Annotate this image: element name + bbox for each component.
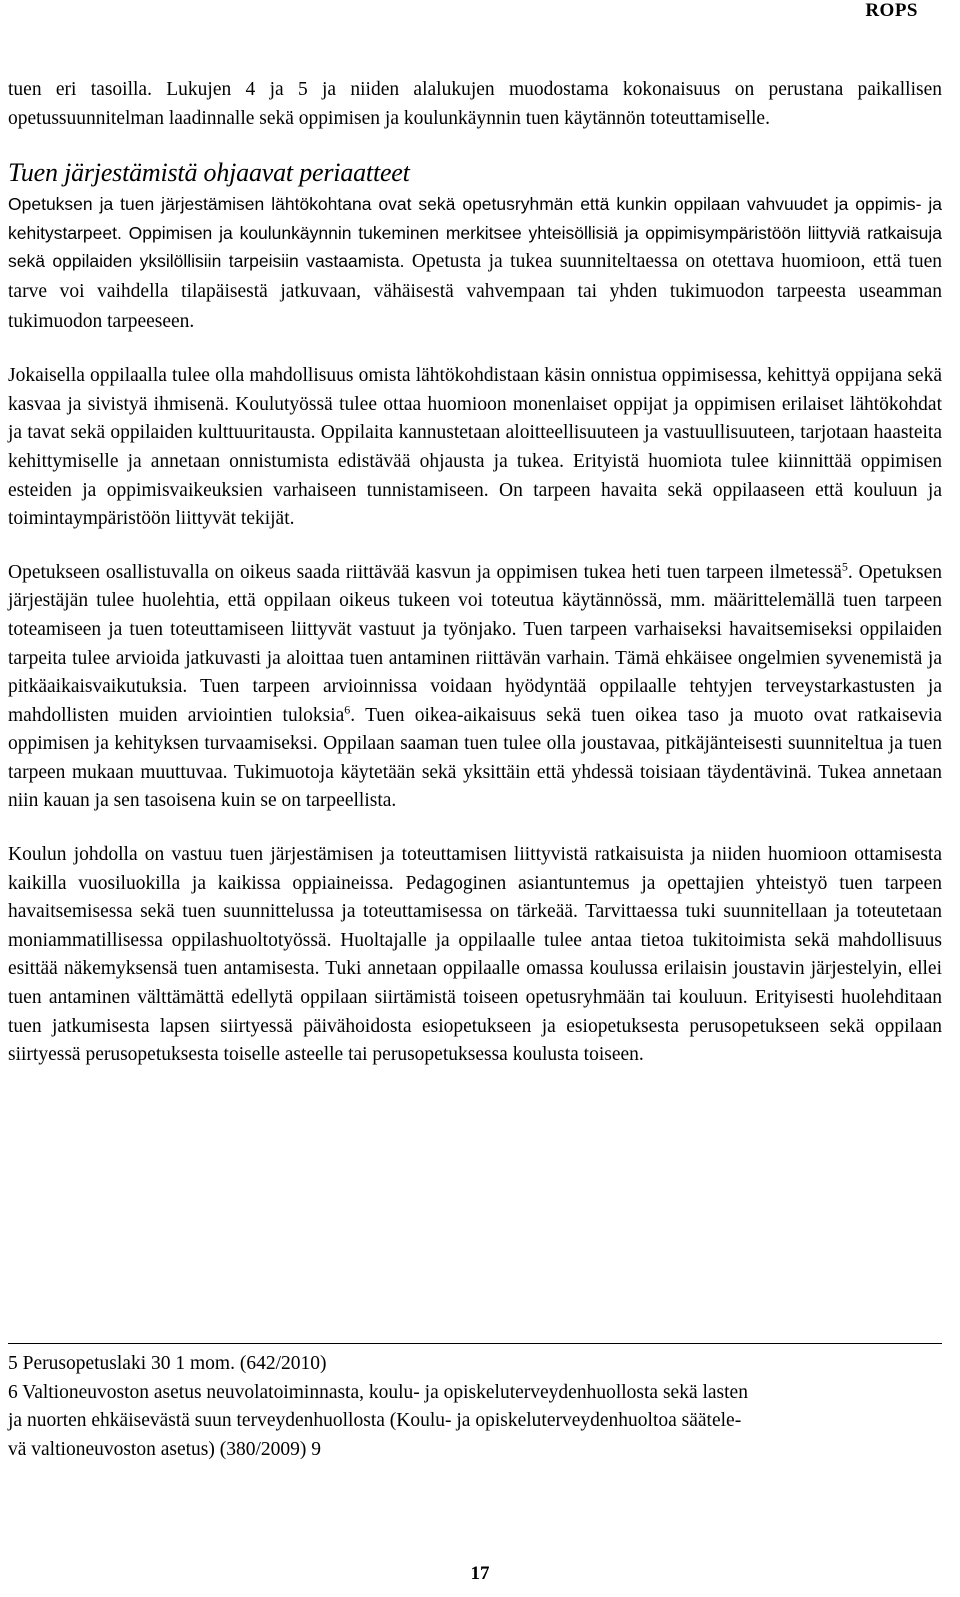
paragraph-principles-part-b: Opetusta ja tukea suunniteltaessa on otettava huomioon, että tuen tarve voi vaihdella tilapäisestä jatkuvaan, vähäisestä vahvempaan tai yhden tukimuodon tarpeesta useamman tukimuodon tarpeeseen. <box>8 251 942 332</box>
paragraph-right-to-support <box>8 559 942 816</box>
footnote-6-line-1: 6 Valtioneuvoston asetus neuvolatoiminnasta, koulu- ja opiskeluterveydenhuollosta sekä lasten <box>8 1381 748 1403</box>
page-body <box>8 76 942 1095</box>
paragraph-principles-part-a: Opetuksen ja tuen järjestämisen lähtökohtana ovat sekä opetusryhmän että kunkin oppilaan vahvuudet ja oppimis- ja kehitystarpeet. Oppimisen ja koulunkäynnin tukeminen merkitsee yhteisöllisiä ja oppimisympäristöön liittyviä ratkaisuja sekä oppilaiden yksilöllisiin tarpeisiin vastaamista. <box>8 194 942 272</box>
paragraph-right-part-a: Opetukseen osallistuvalla on oikeus saada riittävää kasvun ja oppimisen tukea heti tuen tarpeen ilmetessä <box>8 561 842 583</box>
footnote-ref-5[interactable]: 5 <box>841 559 848 574</box>
footnote-6 <box>8 1379 942 1465</box>
running-header: ROPS <box>865 0 918 21</box>
section-heading: Tuen järjestämistä ohjaavat periaatteet <box>8 158 410 188</box>
paragraph-intro: tuen eri tasoilla. Lukujen 4 ja 5 ja niiden alalukujen muodostama kokonaisuus on perustana paikallisen opetussuunnitelman laadinnalle sekä oppimisen ja koulunkäynnin tuen käytännön toteuttamiselle. <box>8 79 942 129</box>
paragraph-right-part-b: . Opetuksen järjestäjän tulee huolehtia, että oppilaan oikeus tukeen voi toteutua käytännössä, mm. määrittelemällä tuen tarpeen toteamiseen ja tuen toteuttamiseen liittyvät vastuut ja työnjako. Tuen tarpeen varhaiseksi havaitsemiseksi oppilaiden tarpeita tulee arvioida jatkuvasti ja aloittaa tuen antaminen riittävän varhain. Tämä ehkäisee ongelmien syvenemistä ja pitkäaikaisvaikutuksia. Tuen tarpeen arvioinnissa voidaan hyödyntää oppilaalle tehtyjen terveystarkastusten ja mahdollisten muiden arviointien tuloksia <box>8 561 942 726</box>
paragraph-principles <box>8 190 942 336</box>
paragraph-every-student: Jokaisella oppilaalla tulee olla mahdollisuus omista lähtökohdistaan käsin onnistua oppimisessa, kehittyä oppijana sekä kasvaa ja sivistyä ihmisenä. Koulutyössä tulee ottaa huomioon monenlaiset oppijat ja oppimisen erilaiset lähtökohdat ja tavat sekä oppilaiden kulttuuritausta. Oppilaita kannustetaan aloitteellisuuteen ja vastuullisuuteen, tarjotaan haasteita kehittymiselle ja annetaan onnistumista edistävää ohjausta ja tukea. Erityistä huomiota tulee kiinnittää oppimisen esteiden ja oppimisvaikeuksien varhaiseen tunnistamiseen. On tarpeen havaita sekä oppilaaseen että kouluun ja toimintaympäristöön liittyvät tekijät. <box>8 365 942 530</box>
page-number: 17 <box>470 1563 490 1584</box>
paragraph-right-part-c: . Tuen oikea-aikaisuus sekä tuen oikea taso ja muoto ovat ratkaisevia oppimisen ja kehityksen turvaamiseksi. Oppilaan saaman tuen tulee olla joustavaa, pitkäjänteisesti suunniteltua ja tuen tarpeen mukaan muuttuvaa. Tukimuotoja käytetään sekä yksittäin että yhdessä toisiaan täydentävinä. Tukea annetaan niin kauan ja sen tasoisena kuin se on tarpeellista. <box>8 704 943 812</box>
footnote-ref-6[interactable]: 6 <box>344 702 351 717</box>
footnotes <box>8 1343 942 1464</box>
footnote-5: 5 Perusopetuslaki 30 1 mom. (642/2010) <box>8 1353 327 1374</box>
paragraph-school-leadership: Koulun johdolla on vastuu tuen järjestämisen ja toteuttamisen liittyvistä ratkaisuista ja niiden huomioon ottamisesta kaikilla vuosiluokilla ja kaikissa oppiaineissa. Pedagoginen asiantuntemus ja opettajien yhteistyö tuen tarpeen havaitsemisessa sekä tuen suunnittelussa ja toteuttamisessa on tärkeää. Tarvittaessa tuki suunnitellaan ja toteutetaan moniammatillisessa oppilashuoltotyössä. Huoltajalle ja oppilaalle tulee antaa tietoa tukitoimista sekä mahdollisuus esittää näkemyksensä tuen antamisesta. Tuki annetaan oppilaalle omassa koulussa erilaisin joustavin järjestelyin, ellei tuen antaminen välttämättä edellytä oppilaan siirtämistä toiseen opetusryhmään tai kouluun. Erityisesti huolehditaan tuen jatkumisesta lapsen siirtyessä päivähoidosta esiopetukseen ja esiopetuksesta perusopetukseen sekä oppilaan siirtyessä perusopetuksesta toiselle asteelle tai perusopetuksessa koulusta toiseen. <box>8 844 942 1066</box>
footnote-6-line-2: ja nuorten ehkäisevästä suun terveydenhuollosta (Koulu- ja opiskeluterveydenhuoltoa säätele- <box>8 1410 742 1432</box>
footnote-6-line-3: vä valtioneuvoston asetus) (380/2009) 9 <box>8 1438 322 1460</box>
